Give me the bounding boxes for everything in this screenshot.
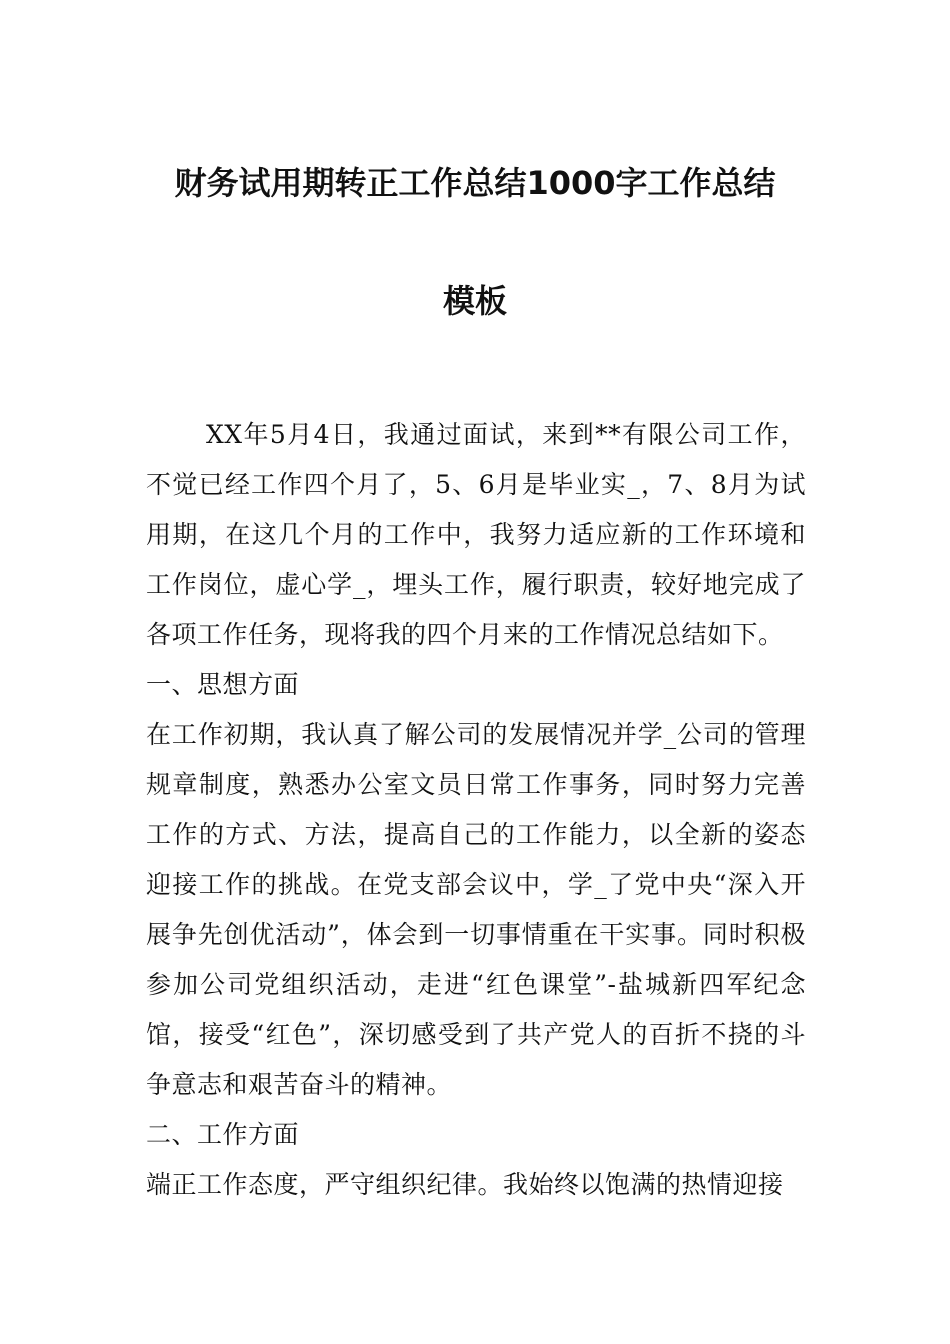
section-heading-thought: 一、思想方面 [146,670,300,699]
section-heading-work: 二、工作方面 [146,1120,300,1149]
document-body [146,410,806,1210]
thought-paragraph: 在工作初期，我认真了解公司的发展情况并学_公司的管理规章制度，熟悉办公室文员日常工作事务，同时努力完善工作的方式、方法，提高自己的工作能力，以全新的姿态迎接工作的挑战。在党支部会议中，学_了党中央“深入开展争先创优活动”，体会到一切事情重在干实事。同时积极参加公司党组织活动，走进“红色课堂”-盐城新四军纪念馆，接受“红色”，深切感受到了共产党人的百折不挠的斗争意志和艰苦奋斗的精神。 [146,720,806,1099]
work-paragraph: 端正工作态度，严守组织纪律。我始终以饱满的热情迎接 [146,1170,784,1199]
intro-paragraph: XX年5月4日，我通过面试，来到**有限公司工作，不觉已经工作四个月了，5、6月是毕业实_，7、8月为试用期，在这几个月的工作中，我努力适应新的工作环境和工作岗位，虚心学_，埋头工作，履行职责，较好地完成了各项工作任务，现将我的四个月来的工作情况总结如下。 [146,420,807,649]
document-title-line-1: 财务试用期转正工作总结1000字工作总结 [174,164,776,202]
document-title-line-2: 模板 [442,282,507,320]
